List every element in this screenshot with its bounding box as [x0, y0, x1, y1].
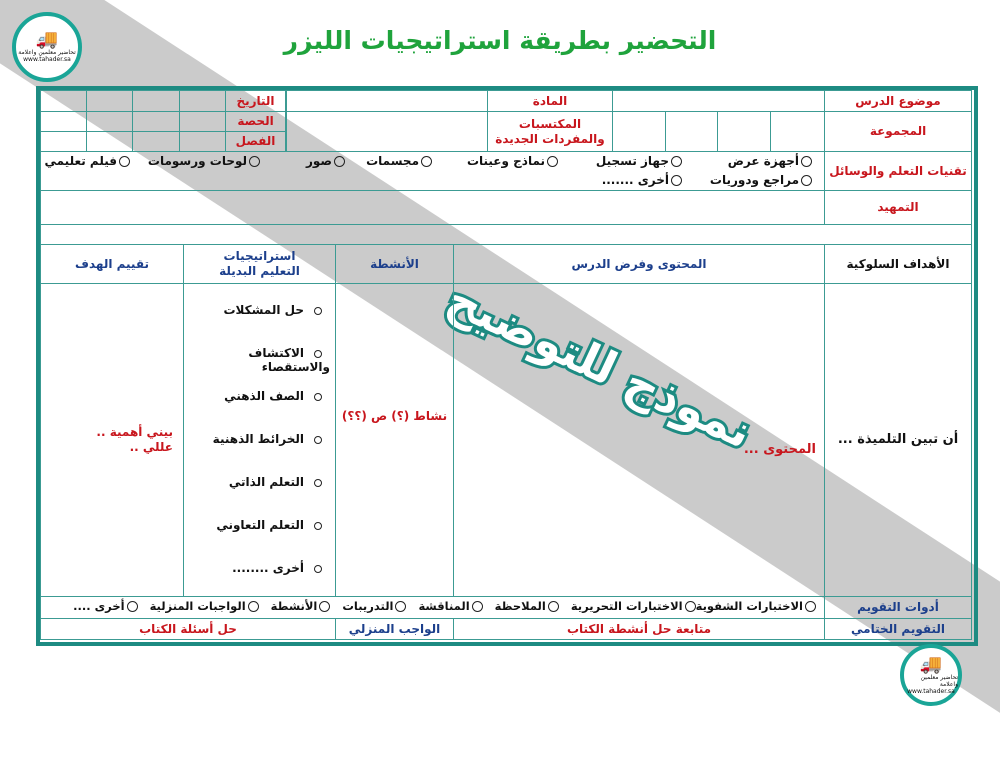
- objective-cell[interactable]: أن تبين التلميذة ...: [824, 283, 972, 597]
- info-grid-cell[interactable]: [40, 90, 87, 112]
- tech-option[interactable]: مجسمات: [366, 154, 432, 168]
- radio-icon[interactable]: [801, 156, 812, 167]
- assessment-option[interactable]: التدريبات: [342, 599, 406, 613]
- radio-icon[interactable]: [671, 175, 682, 186]
- info-grid-cell[interactable]: [179, 131, 226, 152]
- radio-icon[interactable]: [685, 601, 696, 612]
- radio-icon[interactable]: [334, 156, 345, 167]
- radio-icon[interactable]: [314, 565, 322, 573]
- info-grid-cell[interactable]: [132, 90, 180, 112]
- group-cell[interactable]: [612, 111, 666, 152]
- info-grid-cell[interactable]: [132, 131, 180, 152]
- radio-icon[interactable]: [314, 393, 322, 401]
- new-vocab-label: المكتسبات والمفردات الجديدة: [487, 111, 613, 152]
- strategy-option[interactable]: التعلم التعاوني: [200, 518, 330, 532]
- radio-icon[interactable]: [248, 601, 259, 612]
- homework-label: الواجب المنزلي: [335, 618, 454, 640]
- date-label: التاريخ: [225, 90, 286, 112]
- logo: 🚚 تحاضير معلمين واعلامة www.tahader.sa: [12, 12, 82, 82]
- activities-header: الأنشطة: [335, 244, 454, 284]
- content-header: المحتوى وفرض الدرس: [453, 244, 825, 284]
- tech-option[interactable]: جهاز تسجيل: [596, 154, 682, 168]
- truck-icon: 🚚: [919, 653, 943, 675]
- info-grid-cell[interactable]: [86, 111, 133, 132]
- radio-icon[interactable]: [805, 601, 816, 612]
- info-grid-cell[interactable]: [86, 131, 133, 152]
- tech-option[interactable]: نماذج وعينات: [467, 154, 558, 168]
- page-title: التحضير بطريقة استراتيجيات الليزر: [283, 26, 717, 55]
- final-label: التقويم الختامي: [824, 618, 972, 640]
- final-follow: متابعة حل أنشطة الكتاب: [453, 618, 825, 640]
- logo: 🚚 تحاضير معلمين واعلامة www.tahader.sa: [900, 644, 962, 706]
- radio-icon[interactable]: [314, 479, 322, 487]
- assessment-option[interactable]: المناقشة: [418, 599, 482, 613]
- period-label: الحصة: [225, 111, 286, 132]
- strategy-option[interactable]: حل المشكلات: [200, 303, 330, 317]
- homework-value: حل أسئلة الكتاب: [40, 618, 336, 640]
- assessment-option[interactable]: الواجبات المنزلية: [150, 599, 259, 613]
- intro-field[interactable]: [40, 190, 825, 225]
- radio-icon[interactable]: [671, 156, 682, 167]
- radio-icon[interactable]: [127, 601, 138, 612]
- activity-cell[interactable]: نشاط (؟) ص (؟؟): [335, 283, 454, 597]
- lesson-topic-label: موضوع الدرس: [824, 90, 972, 112]
- group-cell[interactable]: [717, 111, 771, 152]
- tech-option[interactable]: أجهزة عرض: [728, 154, 812, 168]
- tech-option[interactable]: أخرى .......: [602, 173, 682, 187]
- radio-icon[interactable]: [249, 156, 260, 167]
- info-grid-cell[interactable]: [86, 90, 133, 112]
- assessment-option[interactable]: الملاحظة: [495, 599, 559, 613]
- objectives-header: الأهداف السلوكية: [824, 244, 972, 284]
- watermark-text: نموذج للتوضيح: [439, 270, 761, 460]
- strategy-option[interactable]: التعلم الذاتي: [200, 475, 330, 489]
- spacer-row: [40, 224, 972, 245]
- assessment-option[interactable]: الاختبارات التحريرية: [571, 599, 696, 613]
- info-grid-cell[interactable]: [40, 111, 87, 132]
- assessment-option[interactable]: الاختبارات الشفوية: [696, 599, 816, 613]
- assessment-options: [61, 599, 816, 613]
- strategy-option[interactable]: أخرى ........: [200, 561, 330, 575]
- evaluation-header: تقييم الهدف: [40, 244, 184, 284]
- truck-icon: 🚚: [35, 29, 59, 50]
- radio-icon[interactable]: [314, 350, 322, 358]
- strategy-option[interactable]: الاكتشاف والاستقصاء: [248, 346, 330, 374]
- radio-icon[interactable]: [314, 522, 322, 530]
- evaluation-cell[interactable]: بيني أهمية .. عللي ..: [40, 283, 184, 597]
- radio-icon[interactable]: [801, 175, 812, 186]
- radio-icon[interactable]: [119, 156, 130, 167]
- strategy-option[interactable]: الصف الذهني: [200, 389, 330, 403]
- group-cell[interactable]: [770, 111, 825, 152]
- subject-field[interactable]: [286, 90, 488, 112]
- assessment-label: أدوات التقويم: [824, 596, 972, 619]
- assessment-option[interactable]: أخرى ....: [73, 599, 137, 613]
- info-grid-cell[interactable]: [179, 111, 226, 132]
- content-cell[interactable]: المحتوى ...: [453, 283, 825, 597]
- radio-icon[interactable]: [421, 156, 432, 167]
- strategy-option[interactable]: الخرائط الذهنية: [200, 432, 330, 446]
- tech-option[interactable]: لوحات ورسومات: [148, 154, 260, 168]
- radio-icon[interactable]: [548, 601, 559, 612]
- radio-icon[interactable]: [314, 307, 322, 315]
- info-grid-cell[interactable]: [179, 90, 226, 112]
- lesson-topic-field[interactable]: [612, 90, 825, 112]
- radio-icon[interactable]: [314, 436, 322, 444]
- new-vocab-field[interactable]: [286, 111, 488, 152]
- info-grid-cell[interactable]: [132, 111, 180, 132]
- tech-option[interactable]: مراجع ودوريات: [710, 173, 812, 187]
- group-cell[interactable]: [665, 111, 718, 152]
- radio-icon[interactable]: [319, 601, 330, 612]
- radio-icon[interactable]: [547, 156, 558, 167]
- class-label: الفصل: [225, 131, 286, 152]
- radio-icon[interactable]: [472, 601, 483, 612]
- assessment-option[interactable]: الأنشطة: [271, 599, 331, 613]
- strategies-header: استراتيجيات التعليم البديلة: [183, 244, 336, 284]
- group-label: المجموعة: [824, 111, 972, 152]
- subject-label: المادة: [487, 90, 613, 112]
- tech-label: تقنيات التعلم والوسائل: [824, 151, 972, 191]
- intro-label: التمهيد: [824, 190, 972, 225]
- info-grid-cell[interactable]: [40, 131, 87, 152]
- radio-icon[interactable]: [395, 601, 406, 612]
- tech-option[interactable]: فيلم تعليمي: [44, 154, 130, 168]
- tech-option[interactable]: صور: [306, 154, 345, 168]
